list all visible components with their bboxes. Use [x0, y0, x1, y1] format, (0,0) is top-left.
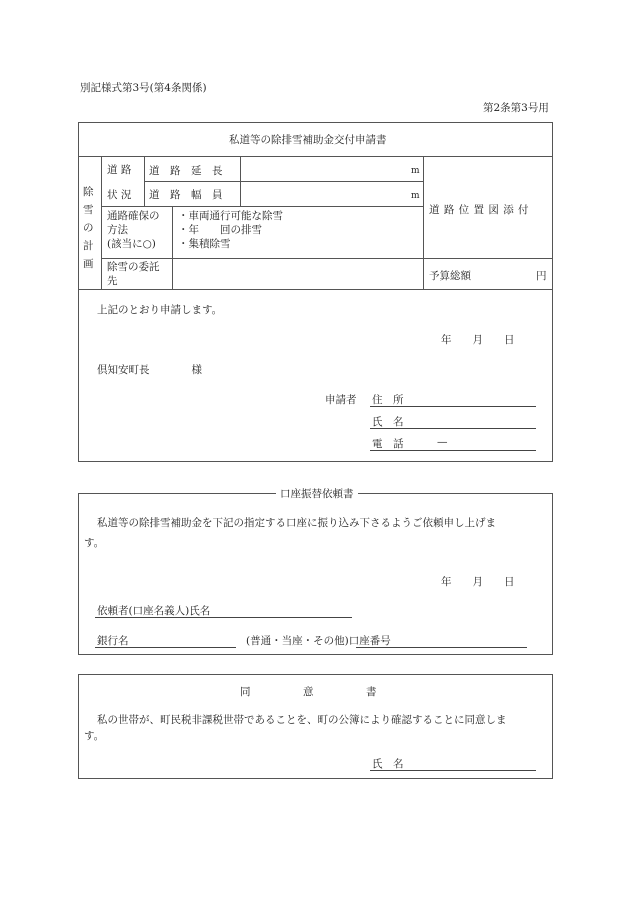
consent-name-line[interactable]	[370, 770, 536, 771]
application-title: 私道等の除排雪補助金交付申請書	[229, 134, 387, 146]
map-attach-label: 道 路 位 置 図 添 付	[429, 204, 530, 216]
apply-statement: 上記のとおり申請します。	[97, 304, 223, 316]
transfer-text-cont: す。	[84, 537, 105, 549]
bank-line[interactable]	[95, 647, 236, 648]
name-label: 氏 名	[372, 416, 404, 428]
road-width-label: 道 路 幅 員	[149, 189, 223, 201]
road-width-unit: m	[411, 191, 420, 201]
method-label: 通路確保の 方法 (該当に○)	[107, 210, 160, 250]
method-option: ・車両通行可能な除雪	[178, 210, 283, 222]
mayor-addressee: 倶知安町長 様	[97, 364, 202, 376]
transfer-date: 年 月 日	[441, 576, 515, 588]
method-option: ・年 回の排雪	[178, 224, 262, 236]
application-date: 年 月 日	[441, 334, 515, 346]
road-length-unit: m	[411, 166, 420, 176]
road-label: 道 路	[107, 164, 132, 176]
plan-label: 除 雪 の 計 画	[83, 186, 94, 270]
applicant-label: 申請者	[325, 394, 357, 406]
form-reference-right: 第2条第3号用	[483, 102, 549, 114]
account-line[interactable]	[356, 647, 527, 648]
status-label: 状 況	[107, 189, 132, 201]
method-options	[178, 209, 283, 251]
consent-text: 私の世帯が、町民税非課税世帯であることを、町の公簿により確認することに同意しま	[97, 714, 507, 726]
name-line[interactable]	[370, 428, 536, 429]
transfer-title: 口座振替依頼書	[276, 486, 358, 501]
consent-text-cont: す。	[84, 730, 105, 742]
address-label: 住 所	[372, 394, 404, 406]
phone-line[interactable]	[370, 450, 536, 451]
budget-label: 予算総額	[429, 270, 471, 282]
yen-unit: 円	[536, 270, 547, 282]
consent-title: 同 意 書	[240, 686, 377, 698]
phone-label: 電 話	[372, 438, 404, 450]
phone-dash: —	[437, 436, 448, 448]
requester-line[interactable]	[95, 617, 352, 618]
road-length-label: 道 路 延 長	[149, 165, 223, 177]
form-reference: 別記様式第3号(第4条関係)	[80, 82, 207, 94]
address-line[interactable]	[370, 406, 536, 407]
requester-label: 依頼者(口座名義人)氏名	[97, 605, 211, 617]
method-option: ・集積除雪	[178, 238, 231, 250]
consign-label: 除雪の委託 先	[107, 261, 160, 287]
consent-name-label: 氏 名	[372, 758, 404, 770]
bank-label: 銀行名	[97, 635, 129, 647]
account-label: (普通・当座・その他)口座番号	[246, 635, 391, 647]
transfer-text: 私道等の除排雪補助金を下記の指定する口座に振り込み下さるようご依頼申し上げま	[97, 517, 496, 529]
